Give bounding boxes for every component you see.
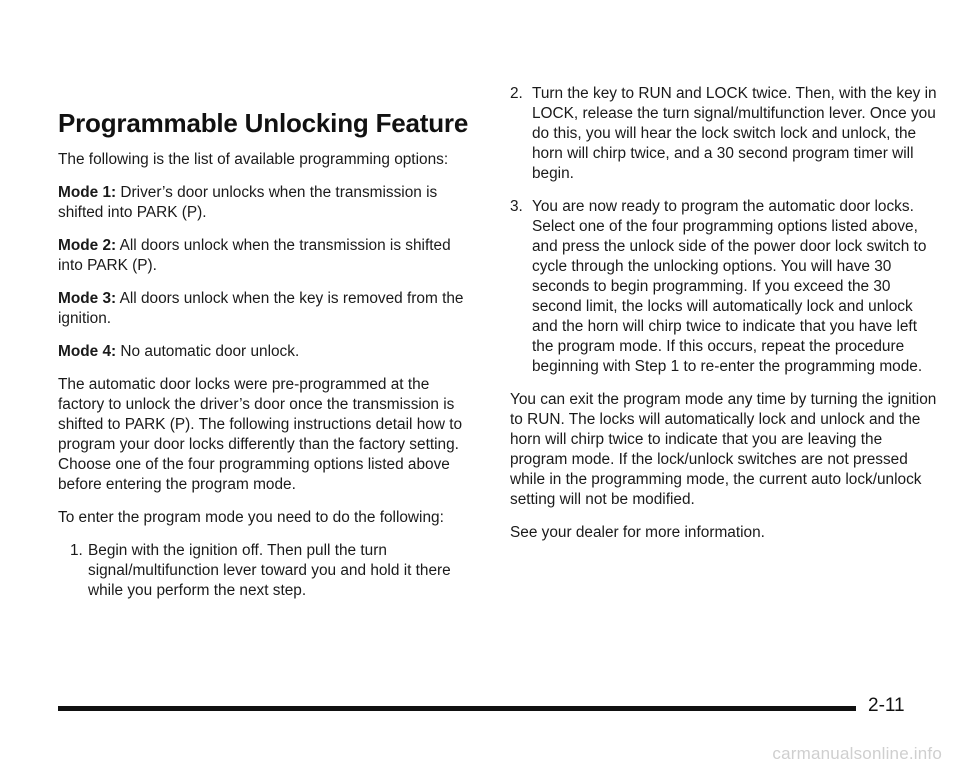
mode-2-text: All doors unlock when the transmission is shifted into PARK (P). (58, 237, 451, 274)
step-2 (510, 84, 940, 184)
watermark: carmanualsonline.info (772, 744, 942, 763)
mode-4-paragraph (58, 342, 478, 362)
factory-paragraph: The automatic door locks were pre-programmed at the factory to unlock the driver’s door once the transmission is shifted to PARK (P). The following instructions detail how to program your door locks differently than the factory setting. Choose one of the four programming options listed above before entering the program mode. (58, 376, 463, 493)
mode-1-paragraph (58, 183, 478, 223)
mode-2-paragraph (58, 236, 478, 276)
mode-3-label: Mode 3: (58, 290, 117, 307)
dealer-paragraph: See your dealer for more information. (510, 524, 765, 541)
intro-paragraph: The following is the list of available programming options: (58, 151, 449, 168)
mode-4-text: No automatic door unlock. (116, 343, 300, 360)
step-2-text: Turn the key to RUN and LOCK twice. Then, with the key in LOCK, release the turn signal/multifunction lever. Once you do this, you will hear the lock switch lock and unlock, the horn will chirp twice, and a 30 second program timer will begin. (532, 85, 937, 182)
step-2-number: 2. (510, 85, 523, 102)
enter-intro-paragraph: To enter the program mode you need to do the following: (58, 509, 444, 526)
mode-1-text: Driver’s door unlocks when the transmission is shifted into PARK (P). (58, 184, 438, 221)
steps-list-right (510, 84, 940, 377)
mode-1-label: Mode 1: (58, 184, 117, 201)
section-title: Programmable Unlocking Feature (58, 108, 469, 138)
mode-3-paragraph (58, 289, 478, 329)
mode-2-label: Mode 2: (58, 237, 117, 254)
step-3-number: 3. (510, 198, 523, 215)
right-column (510, 84, 940, 556)
page-number: 2-11 (868, 695, 905, 716)
steps-list-left (58, 541, 478, 601)
mode-4-label: Mode 4: (58, 343, 117, 360)
mode-3-text: All doors unlock when the key is removed from the ignition. (58, 290, 464, 327)
step-1-number: 1. (70, 542, 83, 559)
step-1-text: Begin with the ignition off. Then pull the turn signal/multifunction lever toward you and hold it there while you perform the next step. (88, 542, 451, 599)
step-3-text: You are now ready to program the automatic door locks. Select one of the four programming options listed above, and press the unlock side of the power door lock switch to cycle through the unlocking options. You will have 30 seconds to begin programming. If you exceed the 30 second limit, the locks will automatically lock and unlock and the horn will chirp twice to indicate that you have left the program mode. If this occurs, repeat the procedure beginning with Step 1 to re-enter the programming mode. (532, 198, 927, 375)
exit-paragraph: You can exit the program mode any time by turning the ignition to RUN. The locks will automatically lock and unlock and the horn will chirp twice to indicate that you are leaving the program mode. If the lock/unlock switches are not pressed while in the programming mode, the current auto lock/unlock setting will not be modified. (510, 391, 937, 508)
step-3 (510, 197, 940, 377)
left-column (58, 80, 478, 614)
footer-rule (58, 706, 856, 711)
step-1 (58, 541, 478, 601)
